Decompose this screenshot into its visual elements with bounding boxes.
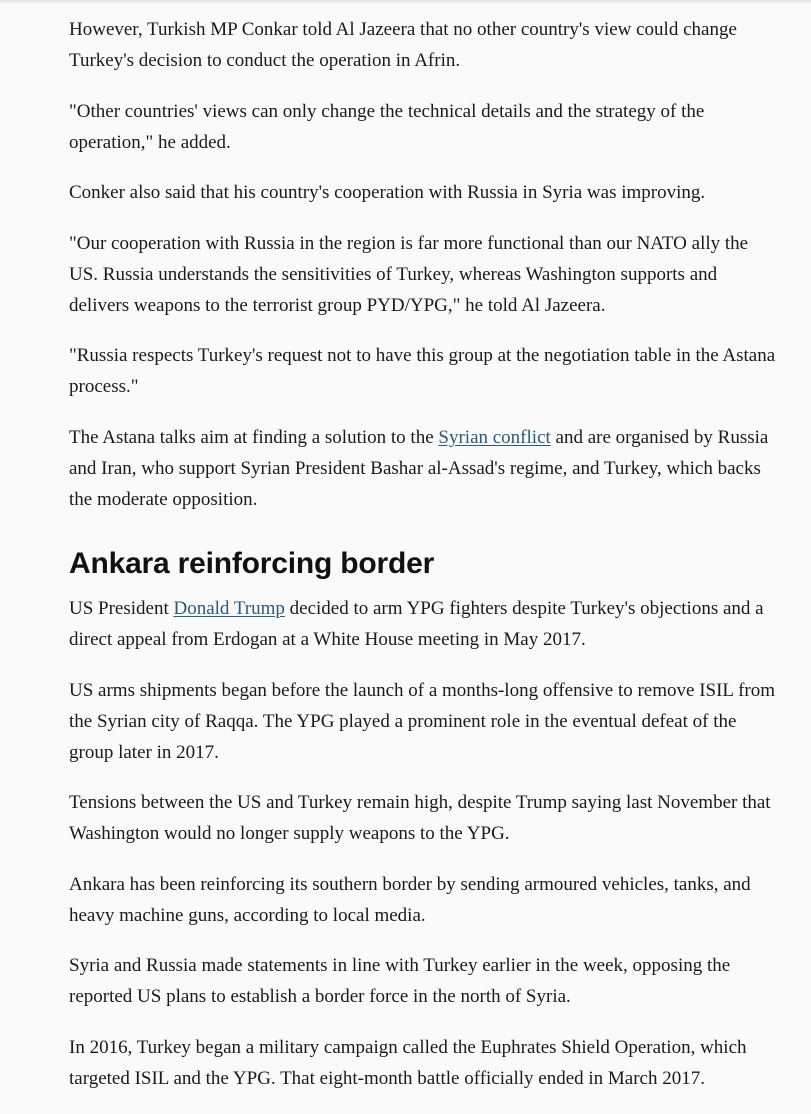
section-heading: Ankara reinforcing border bbox=[69, 546, 435, 580]
astana-text-after: and are organised by Russia and Iran, who support Syrian President Bashar al-Assad's regime, and Turkey, which backs the moderate opposition. bbox=[69, 426, 769, 510]
trump-text-after: decided to arm YPG fighters despite Turkey's objections and a direct appeal from Erdogan at a White House meeting in May 2017. bbox=[69, 597, 764, 650]
astana-text-before: The Astana talks aim at finding a solution to the bbox=[69, 426, 439, 448]
paragraph-astana-quote: "Russia respects Turkey's request not to have this group at the negotiation table in the Astana process." bbox=[69, 345, 776, 398]
paragraph-nato-quote: "Our cooperation with Russia in the region is far more functional than our NATO ally the US. Russia understands the sensitivities of Turkey, whereas Washington supports and delivers weapons to the terrorist group PYD/YPG," he told Al Jazeera. bbox=[69, 232, 749, 316]
paragraph-russia-cooperation: Conker also said that his country's cooperation with Russia in Syria was improving. bbox=[69, 182, 706, 204]
trump-text-before: US President bbox=[69, 597, 174, 619]
paragraph-tensions: Tensions between the US and Turkey remain high, despite Trump saying last November that Washington would no longer supply weapons to the YPG. bbox=[69, 792, 771, 845]
article-body bbox=[69, 14, 781, 1114]
top-bar-shadow bbox=[0, 0, 811, 4]
paragraph-conkar-statement: However, Turkish MP Conkar told Al Jazeera that no other country's view could change Turkey's decision to conduct the operation in Afrin. bbox=[69, 19, 737, 71]
syrian-conflict-link[interactable]: Syrian conflict bbox=[438, 426, 551, 448]
donald-trump-link[interactable]: Donald Trump bbox=[173, 597, 285, 619]
paragraph-border-reinforcement: Ankara has been reinforcing its southern border by sending armoured vehicles, tanks, and heavy machine guns, according to local media. bbox=[69, 873, 751, 926]
paragraph-euphrates-shield: In 2016, Turkey began a military campaign called the Euphrates Shield Operation, which targeted ISIL and the YPG. That eight-month battle officially ended in March 2017. bbox=[69, 1036, 747, 1089]
paragraph-other-countries-quote: "Other countries' views can only change the technical details and the strategy of the operation," he added. bbox=[69, 100, 705, 153]
paragraph-arms-shipments: US arms shipments began before the launch of a months-long offensive to remove ISIL from the Syrian city of Raqqa. The YPG played a prominent role in the eventual defeat of the group later in 2017. bbox=[69, 679, 775, 763]
paragraph-trump-decision bbox=[69, 593, 781, 655]
paragraph-astana-talks bbox=[69, 422, 781, 515]
paragraph-syria-russia-statements: Syria and Russia made statements in line with Turkey earlier in the week, opposing the reported US plans to establish a border force in the north of Syria. bbox=[69, 955, 731, 1008]
